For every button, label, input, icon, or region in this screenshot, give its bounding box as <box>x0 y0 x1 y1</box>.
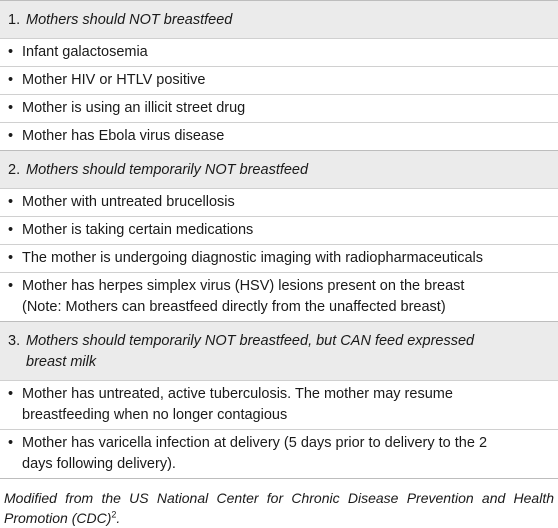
section-1 <box>0 1 558 151</box>
list-item <box>0 188 558 216</box>
section-header <box>0 1 558 38</box>
bullet-icon: • <box>8 72 14 88</box>
item-text: Infant galactosemia <box>22 44 148 60</box>
footnote-end: . <box>116 510 121 526</box>
bullet-icon: • <box>8 100 14 116</box>
bullet-icon: • <box>8 44 14 60</box>
footnote-text: Modified from the US National Center for Chronic Disease Prevention and Health Promotion (CDC) <box>4 490 554 526</box>
section-header <box>0 151 558 188</box>
item-text: Mother has Ebola virus disease <box>22 128 225 144</box>
item-text: Mother is taking certain medications <box>22 222 254 238</box>
item-text: The mother is undergoing diagnostic imaging with radiopharmaceuticals <box>22 250 484 266</box>
list-item <box>0 380 558 429</box>
list-item <box>0 38 558 66</box>
section-number: 1. <box>8 12 21 28</box>
section-title-continued: breast milk <box>26 354 97 370</box>
list-item <box>0 122 558 150</box>
section-header <box>0 322 558 380</box>
section-number: 2. <box>8 162 21 178</box>
bullet-icon: • <box>8 386 14 402</box>
item-text: Mother has varicella infection at delivery (5 days prior to delivery to the 2 <box>22 435 488 451</box>
bullet-icon: • <box>8 435 14 451</box>
bullet-icon: • <box>8 250 14 266</box>
item-text: Mother is using an illicit street drug <box>22 100 246 116</box>
item-text-continued: (Note: Mothers can breastfeed directly from the unaffected breast) <box>22 299 446 315</box>
list-item <box>0 244 558 272</box>
bullet-icon: • <box>8 222 14 238</box>
list-item <box>0 272 558 321</box>
item-text-continued: days following delivery). <box>22 456 176 472</box>
table-footnote <box>0 479 558 528</box>
item-text: Mother HIV or HTLV positive <box>22 72 206 88</box>
section-2 <box>0 151 558 322</box>
list-item <box>0 94 558 122</box>
list-item <box>0 429 558 478</box>
item-text-continued: breastfeeding when no longer contagious <box>22 407 288 423</box>
footnote-reference: 2 <box>111 509 117 520</box>
bullet-icon: • <box>8 128 14 144</box>
item-text: Mother with untreated brucellosis <box>22 194 235 210</box>
list-item <box>0 66 558 94</box>
item-text: Mother has herpes simplex virus (HSV) lesions present on the breast <box>22 278 465 294</box>
bullet-icon: • <box>8 194 14 210</box>
list-item <box>0 216 558 244</box>
section-title: Mothers should temporarily NOT breastfeed, but CAN feed expressed <box>26 333 475 349</box>
section-3 <box>0 322 558 479</box>
bullet-icon: • <box>8 278 14 294</box>
section-title: Mothers should NOT breastfeed <box>26 12 233 28</box>
item-text: Mother has untreated, active tuberculosis. The mother may resume <box>22 386 453 402</box>
section-title: Mothers should temporarily NOT breastfeed <box>26 162 309 178</box>
section-number: 3. <box>8 333 21 349</box>
